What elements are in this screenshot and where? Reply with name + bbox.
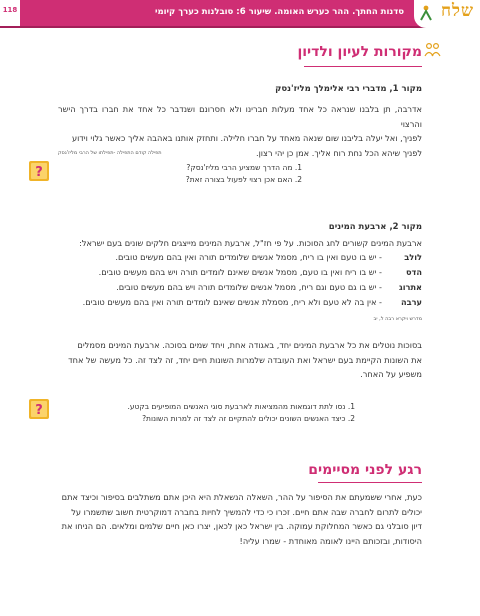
species-name: ערבה [400,297,422,307]
question-1-2 [186,175,302,184]
species-name: הדס [405,267,422,277]
species-text: - יש בו גם טעם וגם ריח, מסמל אנשים שלומדים תורה ויש בהם מעשים טובים. [116,282,382,292]
logo [414,0,480,28]
page-number: 118 [2,6,18,14]
heading-underline [304,66,422,67]
closing-text [42,490,422,548]
source-2-line: את השונות הקיימת בעם ישראל ואת העובדה שלמרות השונות חיים יחד, זה לצד זה. כל מעשה של אחד [68,354,422,365]
question-mark-icon [28,398,50,420]
question-mark-icon [28,160,50,182]
logo-figure-icon [418,5,434,21]
question-text: כיצד האנשים השונים יכולים להתקיים זה לצד זה למרות השונות? [142,414,346,423]
question-number: 1. [347,402,355,411]
closing-line: דיון סובלני גם כאשר המחלוקת עמוקה. בין ישראל כאן לכאן, יצרו כאן חיים שלמים ומלאים. הם הניחו את [61,521,422,532]
source-2-title: מקור 2, ארבעת המינים [328,222,422,232]
source-1-note: תפילה קודם התפילה -תפילתו של הרבי מליז'נסק [58,149,162,156]
question-number: 2. [347,414,355,423]
species-text: - אין בה לא טעם ולא ריח, מסמלת אנשים שאינם לומדים תורה ואין בהם מעשים טובים. [82,297,382,307]
question-number: 1. [294,163,302,172]
svg-text:?: ? [35,165,43,180]
species-row-arava [42,297,422,310]
header-band [0,0,480,28]
question-text: האם אכן רצוי לפעול בצורה זאת? [185,175,293,184]
source-1-title: מקור 1, מדברי רבי אלימלך מליז'נסק [275,84,422,94]
source-1-line [58,146,422,161]
closing-line: היסודות, ובזכותם היינו לאומה מאוחדת - שמרו עליה! [239,535,422,546]
species-text: - יש בו ריח ואין בו טעם, מסמל אנשים שאינם לומדים תורה ויש בהם מעשים טובים. [98,267,382,277]
species-row-etrog [42,282,422,295]
question-2-2 [142,414,355,423]
species-row-hadas [42,267,422,280]
section-heading-closing: רגע לפני מסיימים [308,462,422,478]
source-2-line: בסוכות נוטלים את כל ארבעת המינים יחד, באגודה אחת, ויחד שמים בסוכה. ארבעת המינים מסמלים [77,340,422,350]
source-2-body [42,338,422,382]
section-heading-sources: מקורות לעיון ולדיון [297,44,422,60]
question-1-1 [186,163,302,172]
people-icon [424,42,442,58]
question-2-1 [127,402,355,411]
source-1-text [58,102,422,160]
source-2-intro: ארבעת המינים קשורים לחג הסוכות. על פי חז"ל, ארבעת המינים מייצגים חלקים שונים בעם ישראל: [79,238,422,248]
source-2-note: מדרש ויקרא רבה ל, יב [373,316,422,322]
question-number: 2. [294,175,302,184]
svg-text:?: ? [35,403,43,418]
closing-line: יכולים לתרום לחברה שבה אתם חיים. זכרו כי כדי להמשיך לחיות בחברה דמוקרטית חשוב שתשמרו על [71,506,422,517]
source-1-line: אדרבה, תן בלבנו שנראה כל אחד מעלות חברינו ולא חסרונם ושנדבר כל אחד את חברו בדרך הישר והרצוי [58,104,422,129]
species-name: אתרוג [399,282,422,292]
question-text: נסו לתת דוגמאות מהמציאות לארבעת סוגי האנשים המופיעים בקטע. [127,402,346,411]
species-row-lulav [42,252,422,265]
species-text: - יש בו טעם ואין בו ריח, מסמל אנשים שלומדים תורה ואין בהם מעשים טובים. [115,252,382,262]
species-name: לולב [404,252,422,262]
source-1-line: לפניך, ואל יעלה בליבנו שום שנאה מאחד על חברו חלילה. ותחזק אותנו באהבה אליך כאשר גלוי וידוע [71,133,422,144]
source-2-line: משפיע על האחר. [360,369,422,380]
logo-text: שלח [440,1,474,21]
header-title: סדנות החתך. ההר כערש האומה. שיעור 6: סובלנות כערך קיומי [154,7,404,17]
source-1-line-text: לפניך שיהא הכל נחת רוח אליך. אמן כן יהי רצון. [255,147,422,158]
question-text: מה הדרך שמציע הרבי מליז'נסק? [186,163,293,172]
closing-line: כעת, אחרי ששמעתם את הסיפור על ההר, השאלה הנשאלת היא היכן אתם משתלבים בסיפור וכיצד אתם [61,492,422,502]
heading-underline [318,482,422,483]
